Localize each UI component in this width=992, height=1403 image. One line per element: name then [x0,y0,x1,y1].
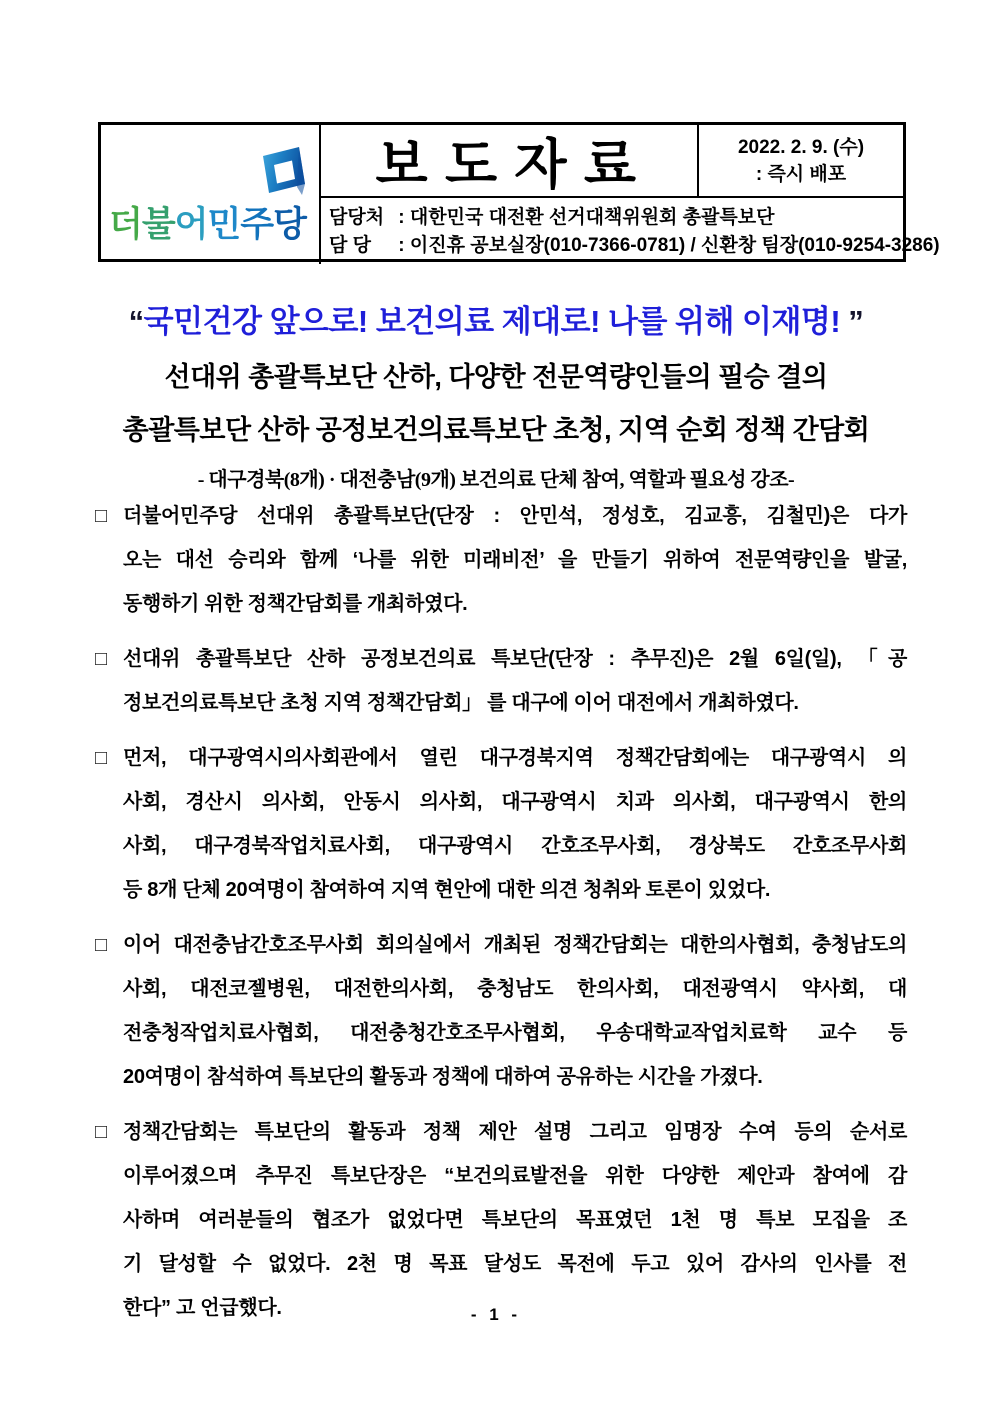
dept-line [329,204,903,232]
party-logo-text [109,197,306,247]
paragraph-line: 더불어민주당 선대위 총괄특보단(단장 : 안민석, 정성호, 김교흥, 김철민)은 다가 [123,505,907,527]
body-paragraphs [95,494,907,1341]
doc-title-cell [321,125,697,198]
close-quote: ” [840,304,864,339]
open-quote: “ [128,304,144,339]
paragraph-line: 사하며 여러분들의 협조가 없었다면 특보단의 목표였던 1천 명 특보 모집을 조 [123,1209,907,1231]
paragraph-line: 이어 대전충남간호조무사회 회의실에서 개최된 정책간담회는 대한의사협회, 충청남도의 [123,934,907,956]
contact-value: 이진휴 공보실장(010-7366-0781) / 신환창 팀장(010-9254-3286) [409,235,940,256]
logo-char: 주 [240,205,274,244]
dept-label: 담당처 [329,207,385,228]
header-table [98,122,940,262]
headline-subtitle-1: 선대위 총괄특보단 산하, 다양한 전문역량인들의 필승 결의 [164,362,828,392]
release-mode: : 즉시 배포 [755,163,847,185]
checkbox-bullet: □ [95,648,107,670]
release-date: 2022. 2. 9. (수) [737,136,865,158]
contact-label: 담 당 [329,235,371,256]
paragraph-line: 사회, 경산시 의사회, 안동시 의사회, 대구광역시 치과 의사회, 대구광역시 한의 [123,791,907,813]
party-logo-cell [101,125,321,264]
logo-char: 불 [141,205,175,244]
paragraph [95,1110,907,1330]
paragraph-line: 이루어졌으며 추무진 특보단장은 “보건의료발전을 위한 다양한 제안과 참여에 감 [123,1165,907,1187]
paragraph-line: 오는 대선 승리와 함께 ‘나를 위한 미래비전’ 을 만들기 위하여 전문역량인을 발굴, [123,549,907,571]
headline-block [0,296,992,492]
paragraph-line: 20여명이 참석하여 특보단의 활동과 정책에 대하여 공유하는 시간을 가졌다. [123,1066,763,1088]
paragraph-line: 사회, 대전코젤병원, 대전한의사회, 충청남도 한의사회, 대전광역시 약사회, 대 [123,978,907,1000]
checkbox-bullet: □ [95,934,107,956]
dept-value: 대한민국 대전환 선거대책위원회 총괄특보단 [409,207,775,228]
checkbox-bullet: □ [95,505,107,527]
headline-text: 국민건강 앞으로! 보건의료 제대로! 나를 위해 이재명! [143,304,841,339]
logo-char: 당 [273,205,306,244]
page-number: - 1 - [470,1305,522,1324]
paragraph [95,494,907,626]
doc-title: 보도자료 [375,135,654,195]
paragraph [95,736,907,912]
logo-char: 어 [174,205,208,244]
headline-subtitle-2: 총괄특보단 산하 공정보건의료특보단 초청, 지역 순회 정책 간담회 [122,415,870,445]
headline-note: - 대구경북(8개) · 대전충남(9개) 보건의료 단체 참여, 역할과 필요성 강조- [197,469,795,491]
paragraph-line: 동행하기 위한 정책간담회를 개최하였다. [123,593,468,615]
headline-main [0,296,992,341]
contact-info-cell [321,198,940,264]
checkbox-bullet: □ [95,1121,107,1143]
checkbox-bullet: □ [95,747,107,769]
contact-separator: : [393,235,410,256]
paragraph-line: 정책간담회는 특보단의 활동과 정책 제안 설명 그리고 임명장 수여 등의 순서로 [123,1121,907,1143]
paragraph-line: 기 달성할 수 없었다. 2천 명 목표 달성도 목전에 두고 있어 감사의 인사를 전 [123,1253,907,1275]
paragraph-line: 선대위 총괄특보단 산하 공정보건의료 특보단(단장 : 추무진)은 2월 6일(일), 「공 [123,648,907,670]
logo-char: 더 [109,205,142,244]
release-date-cell [697,125,903,198]
paragraph-line: 전충청작업치료사협회, 대전충청간호조무사협회, 우송대학교작업치료학 교수 등 [123,1022,907,1044]
contact-line [329,232,940,260]
logo-char: 민 [207,205,241,244]
paragraph-line: 등 8개 단체 20여명이 참여하여 지역 현안에 대한 의견 청취와 토론이 있었다. [123,879,771,901]
paragraph [95,923,907,1099]
paragraph-line: 먼저, 대구광역시의사회관에서 열린 대구경북지역 정책간담회에는 대구광역시 의 [123,747,907,769]
paragraph-line: 한다” 고 언급했다. [123,1297,282,1319]
dept-separator: : [393,207,410,228]
paragraph-line: 사회, 대구경북작업치료사회, 대구광역시 간호조무사회, 경상북도 간호조무사회 [123,835,907,857]
paragraph [95,637,907,725]
paragraph-line: 정보건의료특보단 초청 지역 정책간담회」 를 대구에 이어 대전에서 개최하였다. [123,692,799,714]
